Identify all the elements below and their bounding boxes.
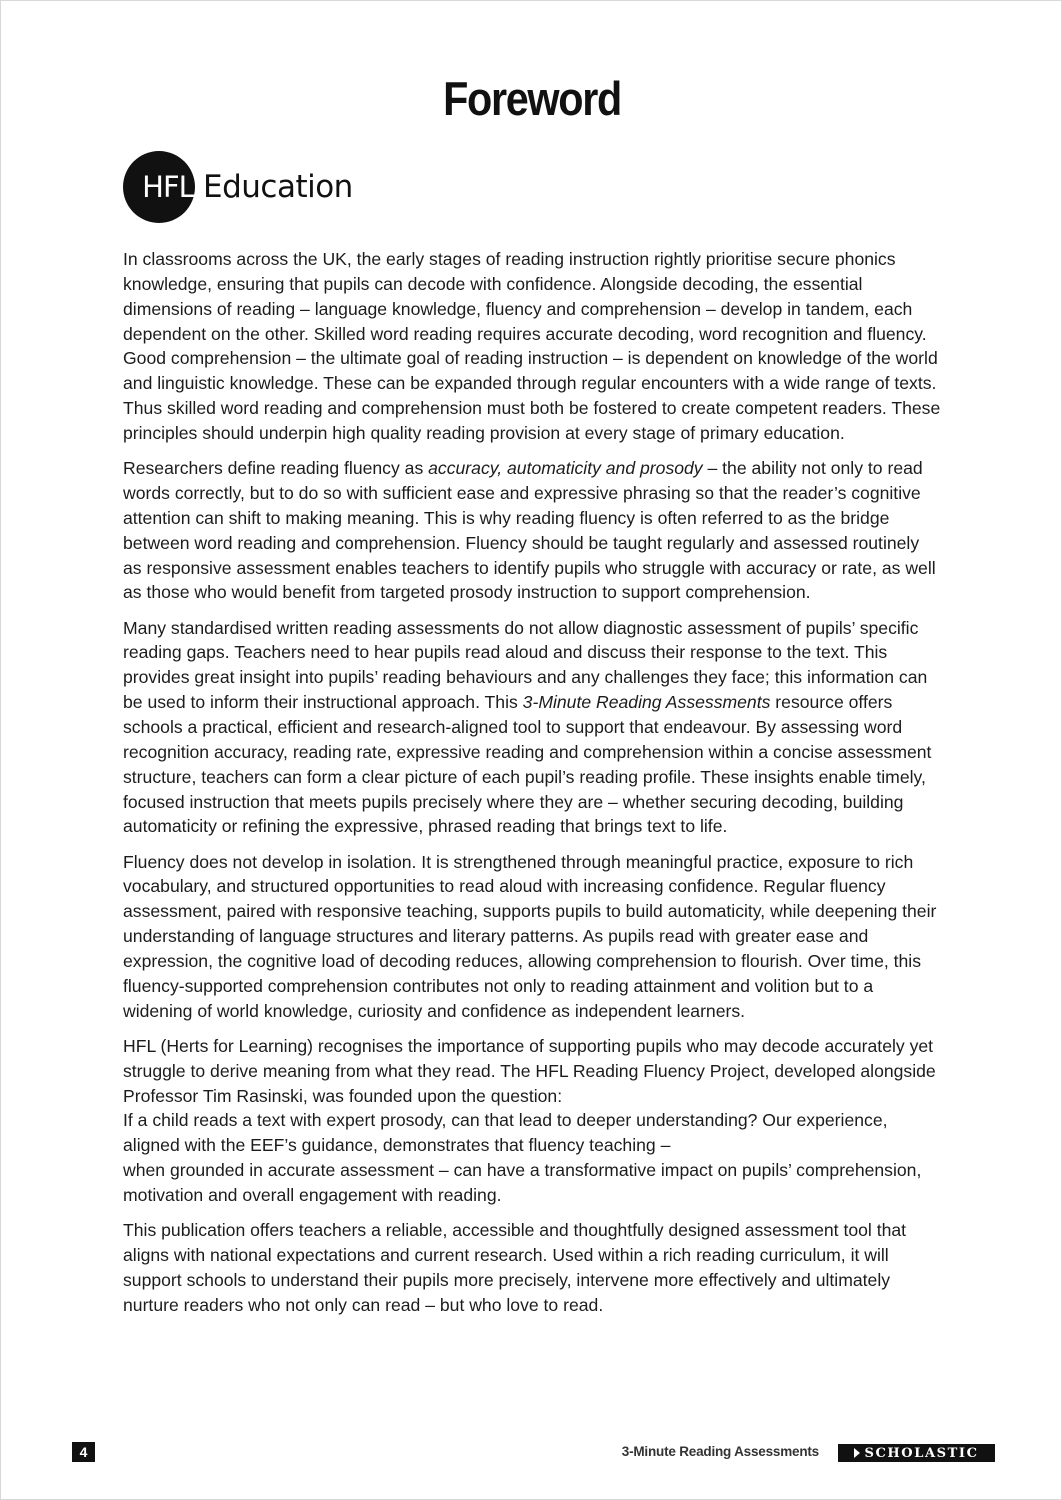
foreword-paragraph [123, 850, 941, 1024]
footer-book-title: 3-Minute Reading Assessments [621, 1444, 819, 1459]
scholastic-mark-icon [854, 1448, 860, 1458]
foreword-paragraph [123, 456, 941, 605]
paragraph-text: HFL (Herts for Learning) recognises the importance of supporting pupils who may decode accurately yet struggle to derive meaning from what they read. The HFL Reading Fluency Project, developed alongside Professor Tim Rasinski, was founded upon the question: [123, 1035, 936, 1106]
hfl-logo-mark-text: HFL [142, 169, 194, 204]
italic-text: 3-Minute Reading Assessments [522, 692, 771, 713]
paragraph-text: Many standardised written reading assessments do not allow diagnostic assessment of pupils’ specific reading gaps. Teachers need to hear pupils read aloud and discuss their response to the text. This provides great insight into pupils’ reading behaviours and any challenges they face; this information can be used to inform their instructional approach. This [123, 617, 928, 713]
paragraph-text: This publication offers teachers a reliable, accessible and thoughtfully designed assessment tool that aligns with national expectations and current research. Used within a rich reading curriculum, it will support schools to understand their pupils more precisely, intervene more effectively and ultimately nurture readers who not only can read – but who love to read. [123, 1220, 907, 1315]
scholastic-logo-text: SCHOLASTIC [864, 1445, 979, 1461]
page-number: 4 [72, 1442, 95, 1462]
italic-text: accuracy, automaticity and prosody [428, 458, 703, 479]
foreword-paragraph [123, 616, 941, 840]
foreword-body [123, 247, 941, 1328]
paragraph-text: Researchers define reading fluency as [123, 458, 429, 479]
paragraph-text: If a child reads a text with expert prosody, can that lead to deeper understanding? Our experience, aligned with the EEF’s guidance, demonstrates that fluency teaching – [123, 1110, 888, 1156]
page-title: Foreword [443, 72, 621, 125]
hfl-education-logo [123, 150, 353, 223]
paragraph-text: In classrooms across the UK, the early stages of reading instruction rightly prioritise secure phonics knowledge, ensuring that pupils can decode with confidence. Alongside decoding, the essential dimensions of reading – language knowledge, fluency and comprehension – develop in tandem, each dependent on the other. Skilled word reading requires accurate decoding, word recognition and fluency. Good comprehension – the ultimate goal of reading instruction – is dependent on knowledge of the world and linguistic knowledge. These can be expanded through regular encounters with a wide range of texts. Thus skilled word reading and comprehension must both be fostered to create competent readers. These principles should underpin high quality reading provision at every stage of primary education. [123, 249, 941, 443]
hfl-logo-mark [123, 151, 195, 223]
paragraph-text: when grounded in accurate assessment – can have a transformative impact on pupils’ comprehension, motivation and overall engagement with reading. [123, 1160, 922, 1205]
scholastic-logo [838, 1444, 995, 1462]
paragraph-text: Fluency does not develop in isolation. It is strengthened through meaningful practice, exposure to rich vocabulary, and structured opportunities to read aloud with increasing confidence. Regular fluency assessment, paired with responsive teaching, supports pupils to build automaticity, while deepening their understanding of language structures and literary patterns. As pupils read with greater ease and expression, the cognitive load of decoding reduces, allowing comprehension to flourish. Over time, this fluency-supported comprehension contributes not only to reading attainment and volition but to a widening of world knowledge, curiosity and confidence as independent learners. [123, 851, 937, 1021]
hfl-logo-word: Education [203, 168, 353, 205]
paragraph-text: resource offers schools a practical, efficient and research-aligned tool to support that endeavour. By assessing word recognition accuracy, reading rate, expressive reading and comprehension within a concise assessment structure, teachers can form a clear picture of each pupil’s reading profile. These insights enable timely, focused instruction that meets pupils precisely where they are – whether securing decoding, building automaticity or refining the expressive, phrased reading that brings text to life. [123, 692, 932, 837]
foreword-paragraph [123, 247, 941, 446]
foreword-paragraph [123, 1218, 941, 1317]
paragraph-text: – the ability not only to read words correctly, but to do so with sufficient ease and expressive phrasing so that the reader’s cognitive attention can shift to making meaning. This is why reading fluency is often referred to as the bridge between word reading and comprehension. Fluency should be taught regularly and assessed routinely as responsive assessment enables teachers to identify pupils who struggle with accuracy or rate, as well as those who would benefit from targeted prosody instruction to support comprehension. [123, 458, 936, 603]
foreword-paragraph [123, 1034, 941, 1208]
